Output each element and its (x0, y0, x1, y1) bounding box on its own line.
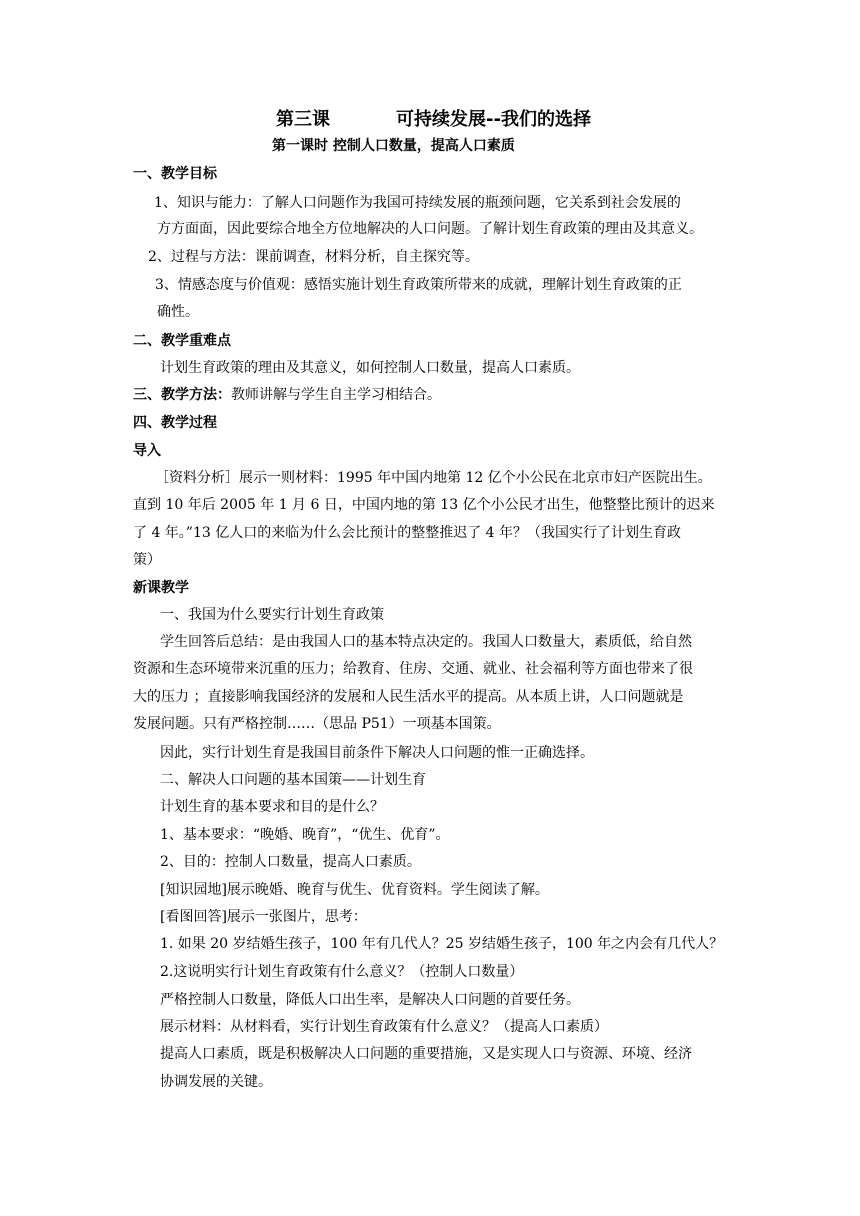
goal1-line2: 方方面面，因此要综合地全方位地解决的人口问题。了解计划生育政策的理由及其意义。 (157, 221, 703, 237)
intro-line2: 直到 10 年后 2005 年 1 月 6 日，中国内地的第 13 亿个小公民才出生，他整整比预计的迟来 (133, 497, 715, 513)
goal2: 2、过程与方法：课前调查，材料分析，自主探究等。 (148, 249, 479, 265)
answer: 严格控制人口数量，降低人口出生率，是解决人口问题的首要任务。 (160, 992, 580, 1008)
purpose: 2、目的：控制人口数量，提高人口素质。 (160, 854, 421, 870)
section-heading-key-points: 二、教学重难点 (133, 333, 231, 349)
lesson-name: 可持续发展--我们的选择 (396, 109, 591, 130)
section-heading-goals: 一、教学目标 (133, 166, 217, 182)
summary-line2: 资源和生态环境带来沉重的压力；给教育、住房、交通、就业、社会福利等方面也带来了很 (133, 661, 693, 677)
methods-text: 教师讲解与学生自主学习相结合。 (231, 387, 441, 403)
key-points-text: 计划生育政策的理由及其意义，如何控制人口数量，提高人口素质。 (160, 360, 580, 376)
section-methods (133, 385, 441, 405)
goal3-line2: 确性。 (157, 304, 199, 320)
conclusion: 因此，实行计划生育是我国目前条件下解决人口问题的惟一正确选择。 (160, 745, 594, 761)
intro-line1: ［资料分析］展示一则材料：1995 年中国内地第 12 亿个小公民在北京市妇产医院出生。 (155, 470, 712, 486)
part1-title: 一、我国为什么要实行计划生育政策 (160, 607, 384, 623)
intro-heading: 导入 (133, 443, 161, 459)
intro-line3: 了 4 年。”13 亿人口的来临为什么会比预计的整整推迟了 4 年？（我国实行了计划生育政 (133, 525, 682, 541)
lesson-title (276, 107, 591, 133)
section-heading-methods: 三、教学方法： (133, 387, 231, 403)
goal1-line1: 1、知识与能力：了解人口问题作为我国可持续发展的瓶颈问题，它关系到社会发展的 (154, 195, 681, 211)
question: 计划生育的基本要求和目的是什么？ (160, 799, 384, 815)
knowledge: [知识园地]展示晚婚、晚育与优生、优育资料。学生阅读了解。 (160, 882, 549, 898)
part2-title: 二、解决人口问题的基本国策——计划生育 (160, 772, 426, 788)
question2: 2.这说明实行计划生育政策有什么意义？（控制人口数量） (160, 964, 524, 980)
intro-line4: 策） (133, 552, 161, 568)
summary-line4: 发展问题。只有严格控制……（思品 P51）一项基本国策。 (133, 716, 501, 732)
question1: 1. 如果 20 岁结婚生孩子，100 年有几代人？25 岁结婚生孩子，100 年之内会有几代人？ (160, 936, 724, 952)
material: 展示材料：从材料看，实行计划生育政策有什么意义？（提高人口素质） (160, 1019, 608, 1035)
final-line2: 协调发展的关键。 (160, 1074, 272, 1090)
lesson-subtitle: 第一课时 控制人口数量，提高人口素质 (272, 138, 515, 154)
lesson-number: 第三课 (276, 109, 330, 130)
requirement: 1、基本要求：“晚婚、晚育”，“优生、优育”。 (160, 827, 450, 843)
summary-line3: 大的压力 ；直接影响我国经济的发展和人民生活水平的提高。从本质上讲，人口问题就是 (133, 689, 684, 705)
section-heading-process: 四、教学过程 (133, 415, 217, 431)
summary-line1: 学生回答后总结：是由我国人口的基本特点决定的。我国人口数量大，素质低，给自然 (160, 634, 692, 650)
picture-prompt: [看图回答]展示一张图片，思考： (160, 909, 367, 925)
final-line1: 提高人口素质，既是积极解决人口问题的重要措施，又是实现人口与资源、环境、经济 (160, 1046, 692, 1062)
new-lesson-heading: 新课教学 (133, 580, 189, 596)
goal3-line1: 3、情感态度与价值观：感悟实施计划生育政策所带来的成就，理解计划生育政策的正 (155, 277, 682, 293)
